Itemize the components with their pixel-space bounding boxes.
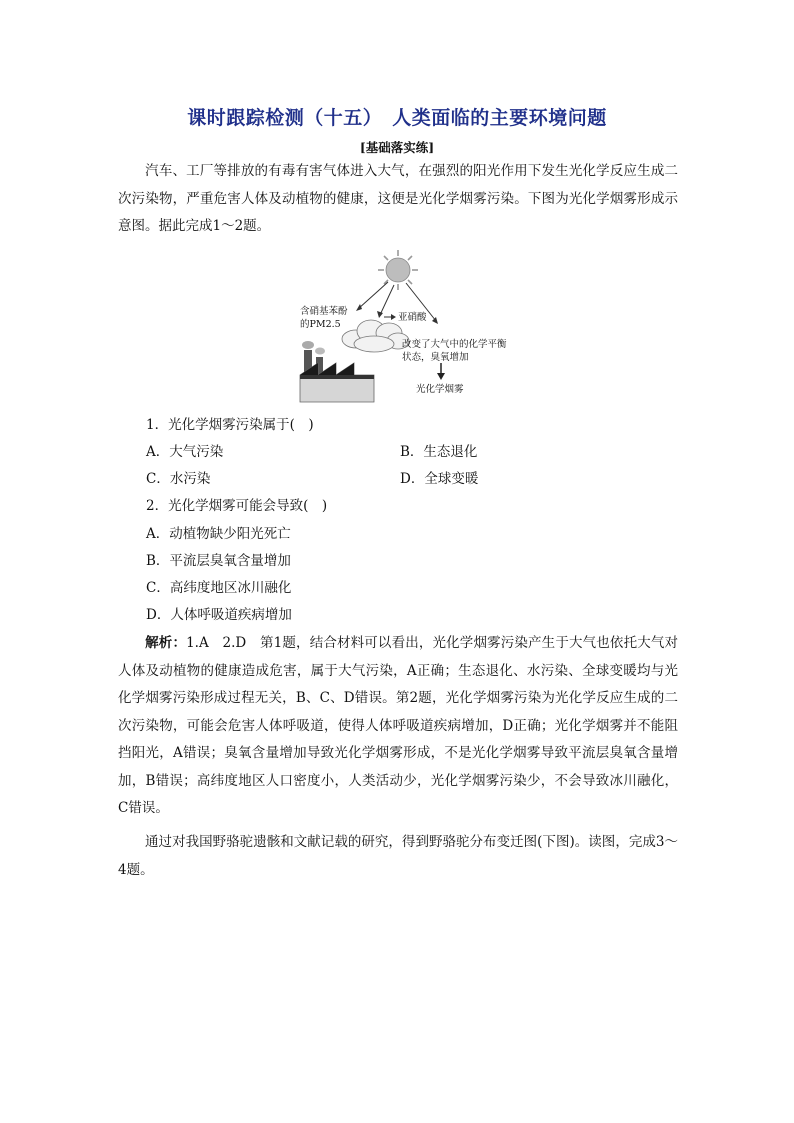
result-arrowhead bbox=[437, 373, 445, 380]
question-2-stem: 2．光化学烟雾可能会导致( ) bbox=[146, 498, 328, 514]
label-pm: 含硝基苯酚 bbox=[300, 306, 348, 317]
question-2-option-b: B．平流层臭氧含量增加 bbox=[146, 553, 291, 569]
question-1-option-c: C．水污染 bbox=[146, 471, 211, 487]
label-nitrous-acid: 亚硝酸 bbox=[398, 312, 427, 323]
cloud-icon bbox=[342, 320, 409, 352]
intro-text: 汽车、工厂等排放的有毒有害气体进入大气，在强烈的阳光作用下发生光化学反应生成二次污染物，严重危害人体及动植物的健康，这便是光化学烟雾污染。下图为光化学烟雾形成示意图。据此完成1～2题。 bbox=[118, 163, 678, 234]
intro-paragraph bbox=[118, 158, 678, 241]
section-heading: [基础落实练] bbox=[359, 140, 435, 155]
analysis-text: 1.A 2.D 第1题，结合材料可以看出，光化学烟雾污染产生于大气也依托大气对人体及动植物的健康造成危害，属于大气污染，A正确；生态退化、水污染、全球变暖均与光化学烟雾污染形成过程无关，B、C、D错误。第2题，光化学烟雾污染为光化学反应生成的二次污染物，可能会危害人体呼吸道，使得人体呼吸道疾病增加，D正确；光化学烟雾并不能阻挡阳光，A错误；臭氧含量增加导致光化学烟雾形成，不是光化学烟雾导致平流层臭氧含量增加，B错误；高纬度地区人口密度小，人类活动少，光化学烟雾污染少，不会导致冰川融化，C错误。 bbox=[118, 635, 679, 816]
analysis-paragraph bbox=[118, 630, 678, 823]
question-2-option-a: A．动植物缺少阳光死亡 bbox=[146, 526, 291, 542]
smog-formation-diagram bbox=[296, 247, 536, 407]
analysis-label: 解析： bbox=[145, 635, 187, 651]
nitrous-arrowhead bbox=[391, 314, 396, 320]
question-1-stem: 1．光化学烟雾污染属于( ) bbox=[146, 417, 314, 433]
label-result: 光化学烟雾 bbox=[416, 384, 464, 395]
question-1-option-a: A．大气污染 bbox=[146, 444, 224, 460]
question-1-option-b: B．生态退化 bbox=[400, 444, 478, 460]
sun-icon bbox=[378, 250, 418, 290]
question-2-option-d: D．人体呼吸道疾病增加 bbox=[146, 607, 292, 623]
label-pm2: 的PM2.5 bbox=[300, 319, 341, 330]
page-title: 课时跟踪检测（十五） 人类面临的主要环境问题 bbox=[187, 107, 607, 129]
question-2-option-c: C．高纬度地区冰川融化 bbox=[146, 580, 292, 596]
label-change-line1: 改变了大气中的化学平衡 bbox=[402, 339, 507, 350]
intro2-paragraph bbox=[118, 829, 678, 884]
intro2-text: 通过对我国野骆驼遗骸和文献记载的研究，得到野骆驼分布变迁图(下图)。读图，完成3～4题。 bbox=[118, 834, 678, 878]
label-change-line2: 状态，臭氧增加 bbox=[402, 352, 469, 363]
question-1-option-d: D．全球变暖 bbox=[400, 471, 479, 487]
